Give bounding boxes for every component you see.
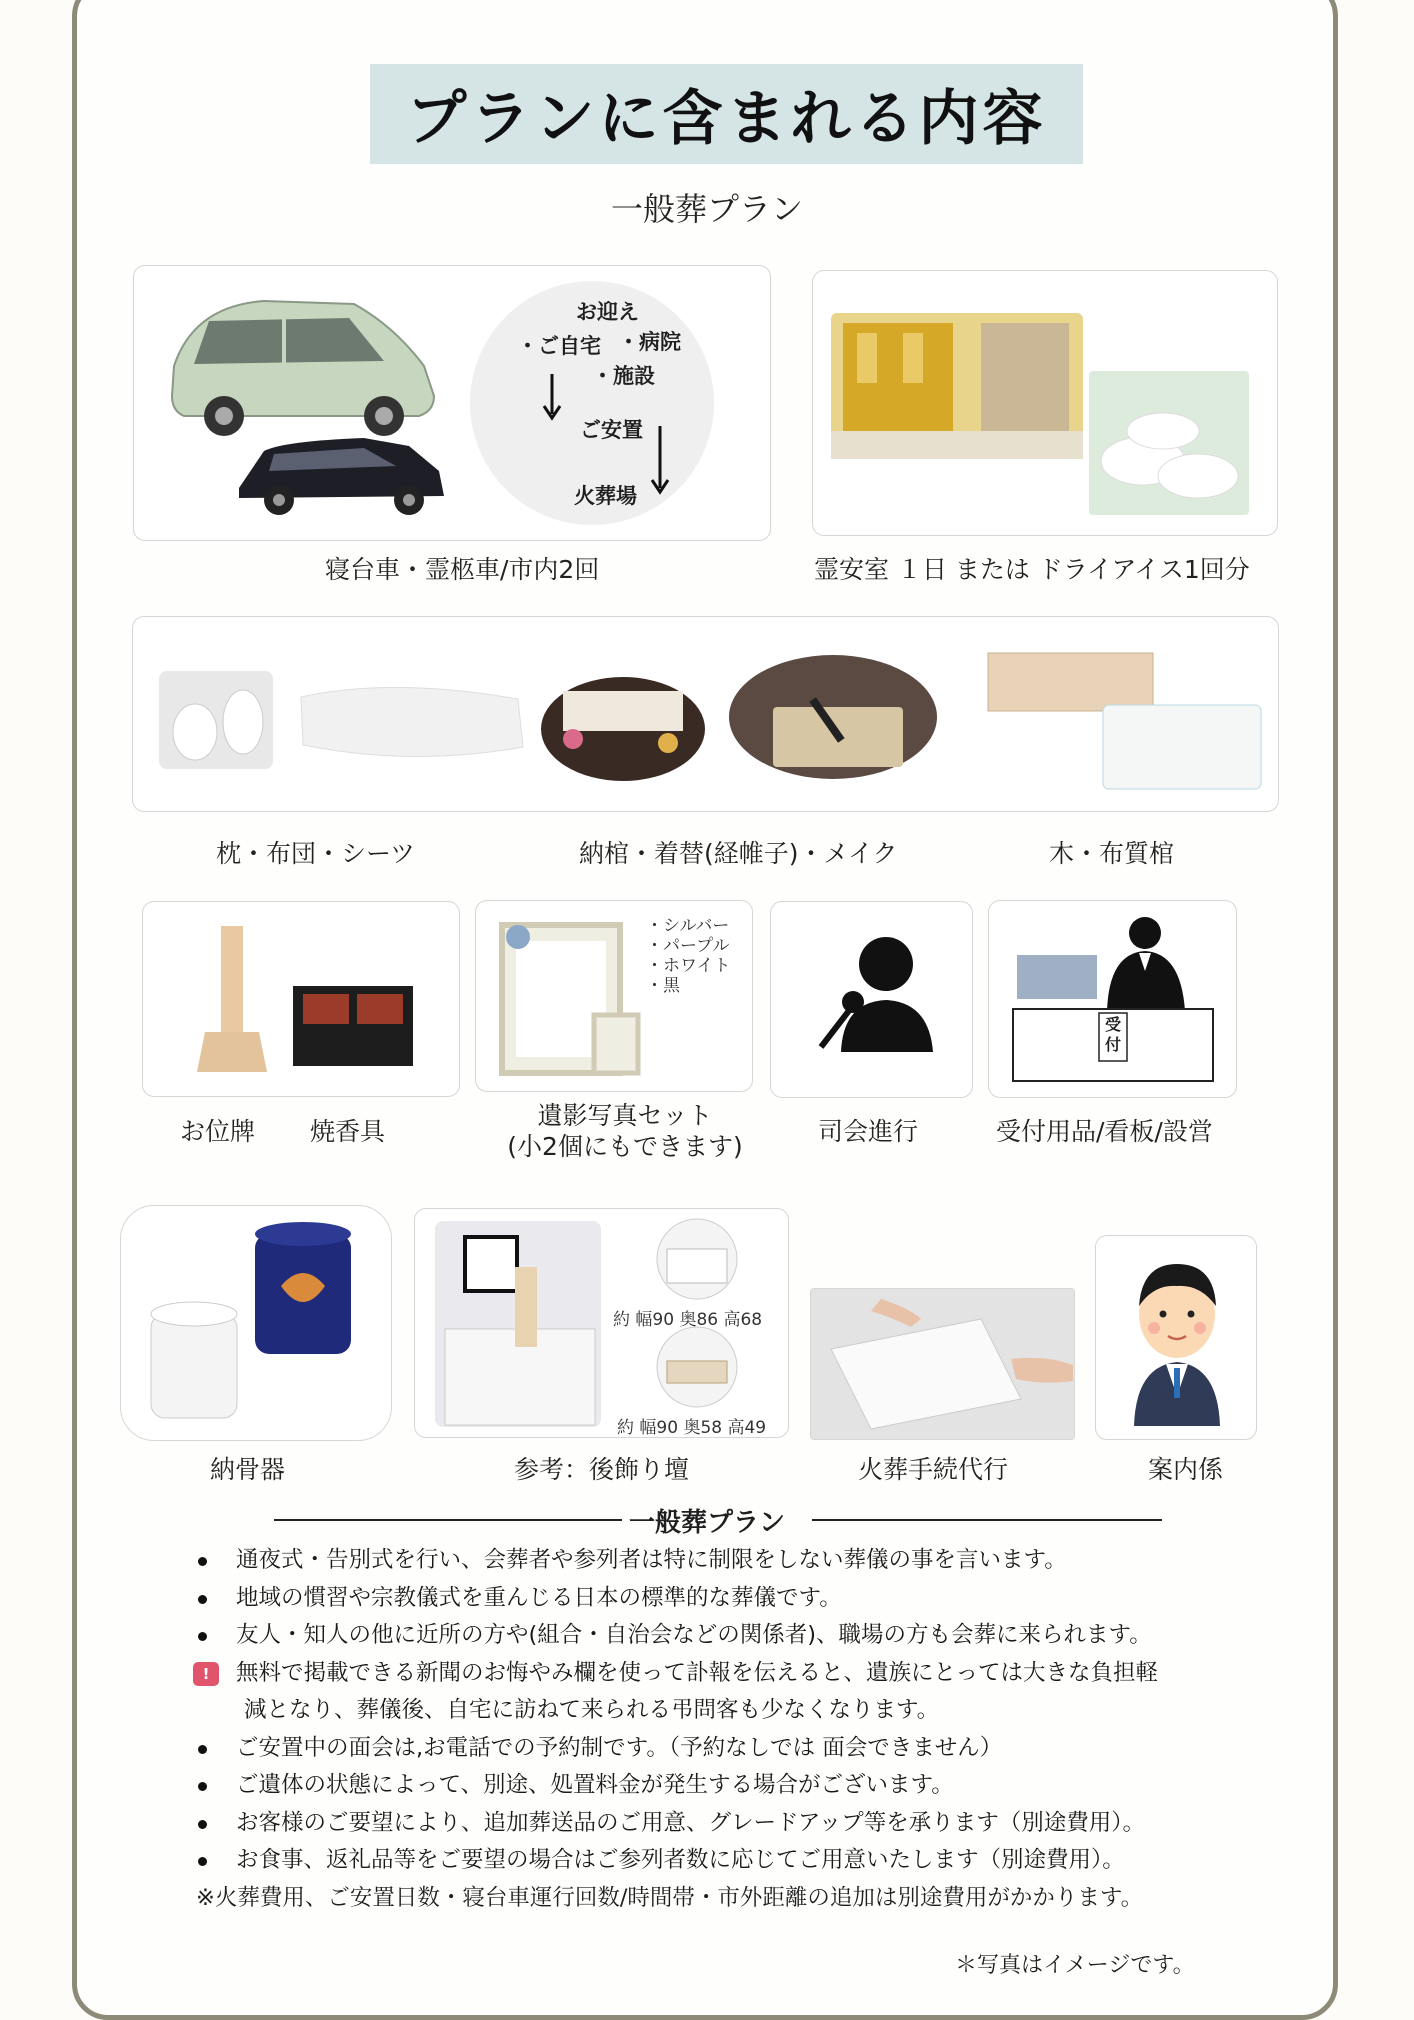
plan-subtitle: 一般葬プラン <box>610 190 803 228</box>
vehicle-illustration <box>134 266 771 541</box>
note-text: お客様のご要望により、追加葬送品のご用意、グレードアップ等を承ります（別途費用）。 <box>236 1809 1146 1836</box>
list-item <box>198 1655 1258 1693</box>
altar-option-1-image <box>657 1219 737 1299</box>
altar-size-1: 約 幅90 奥86 高68 <box>613 1310 763 1330</box>
frame-color-black: ・黒 <box>646 976 680 996</box>
portrait-frame-card <box>475 900 753 1092</box>
memorial-tablet-illustration <box>143 902 460 1097</box>
frame-color-silver: ・シルバー <box>646 916 730 936</box>
urn-card <box>120 1205 392 1441</box>
caption-reception: 受付用品/看板/設営 <box>996 1117 1213 1146</box>
makeup-image <box>729 655 937 779</box>
photo-note: ＊写真はイメージです。 <box>955 1953 1195 1978</box>
rest-room-illustration <box>813 271 1278 536</box>
list-item <box>198 1805 1258 1843</box>
flow-rest: ご安置 <box>580 418 643 442</box>
warning-icon: ! <box>193 1662 219 1686</box>
rest-room-image <box>831 313 1083 459</box>
white-cloth-image <box>301 687 523 756</box>
coffin-room-image <box>541 677 705 781</box>
caption-mc: 司会進行 <box>818 1117 919 1146</box>
memorial-tablet-card <box>142 901 460 1097</box>
caption-ihai: お位牌 <box>180 1117 256 1146</box>
list-item <box>198 1542 1258 1580</box>
rest-room-card <box>812 270 1278 536</box>
notes-list <box>198 1542 1258 1880</box>
flow-place-home: ・ご自宅 <box>517 334 601 358</box>
caption-altar: 参考：後飾り壇 <box>514 1455 690 1484</box>
reception-staff-icon <box>1107 917 1185 1011</box>
list-item <box>198 1842 1258 1880</box>
bullet-dot <box>198 1820 207 1829</box>
bullet-dot <box>198 1745 207 1754</box>
preparation-card <box>132 616 1279 812</box>
caption-guide: 案内係 <box>1148 1455 1224 1484</box>
urn-illustration <box>121 1206 392 1441</box>
caption-portrait-line1: 遺影写真セット <box>537 1101 713 1130</box>
note-text: 友人・知人の他に近所の方や(組合・自治会などの関係者)、職場の方も会葬に来られます。 <box>236 1622 1152 1648</box>
minivan-image <box>172 301 434 436</box>
flow-cremation: 火葬場 <box>574 484 637 508</box>
note-text: お食事、返礼品等をご要望の場合はご参列者数に応じてご用意いたします（別途費用）。 <box>236 1847 1125 1873</box>
altar-card <box>414 1208 789 1438</box>
bullet-dot <box>198 1632 207 1641</box>
note-text: ご遺体の状態によって、別途、処置料金が発生する場合がございます。 <box>236 1772 954 1798</box>
note-text: 減となり、葬儀後、自宅に訪ねて来られる弔問客も少なくなります。 <box>244 1697 940 1723</box>
vehicle-card <box>133 265 771 541</box>
bullet-dot <box>198 1857 207 1866</box>
caption-procedure: 火葬手続代行 <box>858 1455 1009 1484</box>
list-item <box>198 1580 1258 1618</box>
guide-person-icon <box>1134 1264 1220 1426</box>
notes-footnote: ※火葬費用、ご安置日数・寝台車運行回数/時間帯・市外距離の追加は別途費用がかかります。 <box>196 1885 1144 1911</box>
gloves-image <box>159 671 273 769</box>
mc-speaker-icon <box>821 937 933 1052</box>
white-urn-image <box>151 1302 237 1418</box>
bullet-dot <box>198 1595 207 1604</box>
bullet-dot <box>198 1782 207 1791</box>
flow-pickup: お迎え <box>576 300 639 324</box>
caption-coffin-dressing: 納棺・着替(経帷子)・メイク <box>579 839 898 868</box>
coffin-image <box>988 653 1261 789</box>
note-text: 地域の慣習や宗教儀式を重んじる日本の標準的な葬儀です。 <box>236 1584 842 1611</box>
note-text: ご安置中の面会は,お電話での予約制です。（予約なしでは 面会できません） <box>236 1734 1003 1761</box>
notes-heading: 一般葬プラン <box>628 1508 785 1538</box>
altar-option-2-image <box>657 1327 737 1407</box>
frame-color-white: ・ホワイト <box>646 956 731 976</box>
document-handover-image <box>811 1289 1075 1440</box>
blue-urn-image <box>255 1222 351 1354</box>
portrait-frame-image <box>502 925 638 1073</box>
mc-illustration <box>771 902 973 1098</box>
procedure-card <box>810 1288 1075 1440</box>
page-title: プランに含まれる内容 <box>406 84 1047 154</box>
page-title-banner <box>370 64 1083 164</box>
list-item <box>198 1692 1258 1730</box>
flow-place-hospital: ・病院 <box>618 330 681 354</box>
bullet-dot <box>198 1557 207 1566</box>
list-item <box>198 1767 1258 1805</box>
list-item <box>198 1730 1258 1768</box>
guide-card <box>1095 1235 1257 1440</box>
preparation-illustration <box>133 617 1279 812</box>
caption-coffin: 木・布質棺 <box>1049 839 1175 868</box>
hearse-image <box>239 438 444 515</box>
caption-vehicle: 寝台車・霊柩車/市内2回 <box>325 555 600 584</box>
procedure-illustration <box>811 1289 1075 1440</box>
caption-urn: 納骨器 <box>210 1455 286 1484</box>
flow-place-facility: ・施設 <box>592 364 655 388</box>
reception-sign: 受付 <box>1104 1015 1121 1054</box>
altar-size-2: 約 幅90 奥58 高49 <box>617 1418 767 1438</box>
caption-portrait-set <box>475 1100 775 1162</box>
caption-bedding: 枕・布団・シーツ <box>216 839 416 868</box>
frame-color-purple: ・パープル <box>646 936 730 956</box>
altar-image <box>435 1221 601 1427</box>
caption-rest-room: 霊安室 １日 または ドライアイス1回分 <box>814 555 1250 584</box>
caption-portrait-line2: (小2個にもできます) <box>507 1132 743 1161</box>
caption-incense: 焼香具 <box>310 1117 386 1146</box>
dry-ice-image <box>1089 371 1249 515</box>
note-text: 通夜式・告別式を行い、会葬者や参列者は特に制限をしない葬儀の事を言います。 <box>236 1547 1067 1573</box>
note-text: 無料で掲載できる新聞のお悔やみ欄を使って訃報を伝えると、遺族にとっては大きな負担軽 <box>236 1659 1159 1686</box>
incense-burner-image <box>293 986 413 1066</box>
mc-card <box>770 901 973 1098</box>
list-item <box>198 1617 1258 1655</box>
guide-illustration <box>1096 1236 1257 1440</box>
ihai-image <box>197 926 267 1072</box>
reception-card <box>988 900 1237 1098</box>
reception-illustration <box>989 901 1237 1098</box>
